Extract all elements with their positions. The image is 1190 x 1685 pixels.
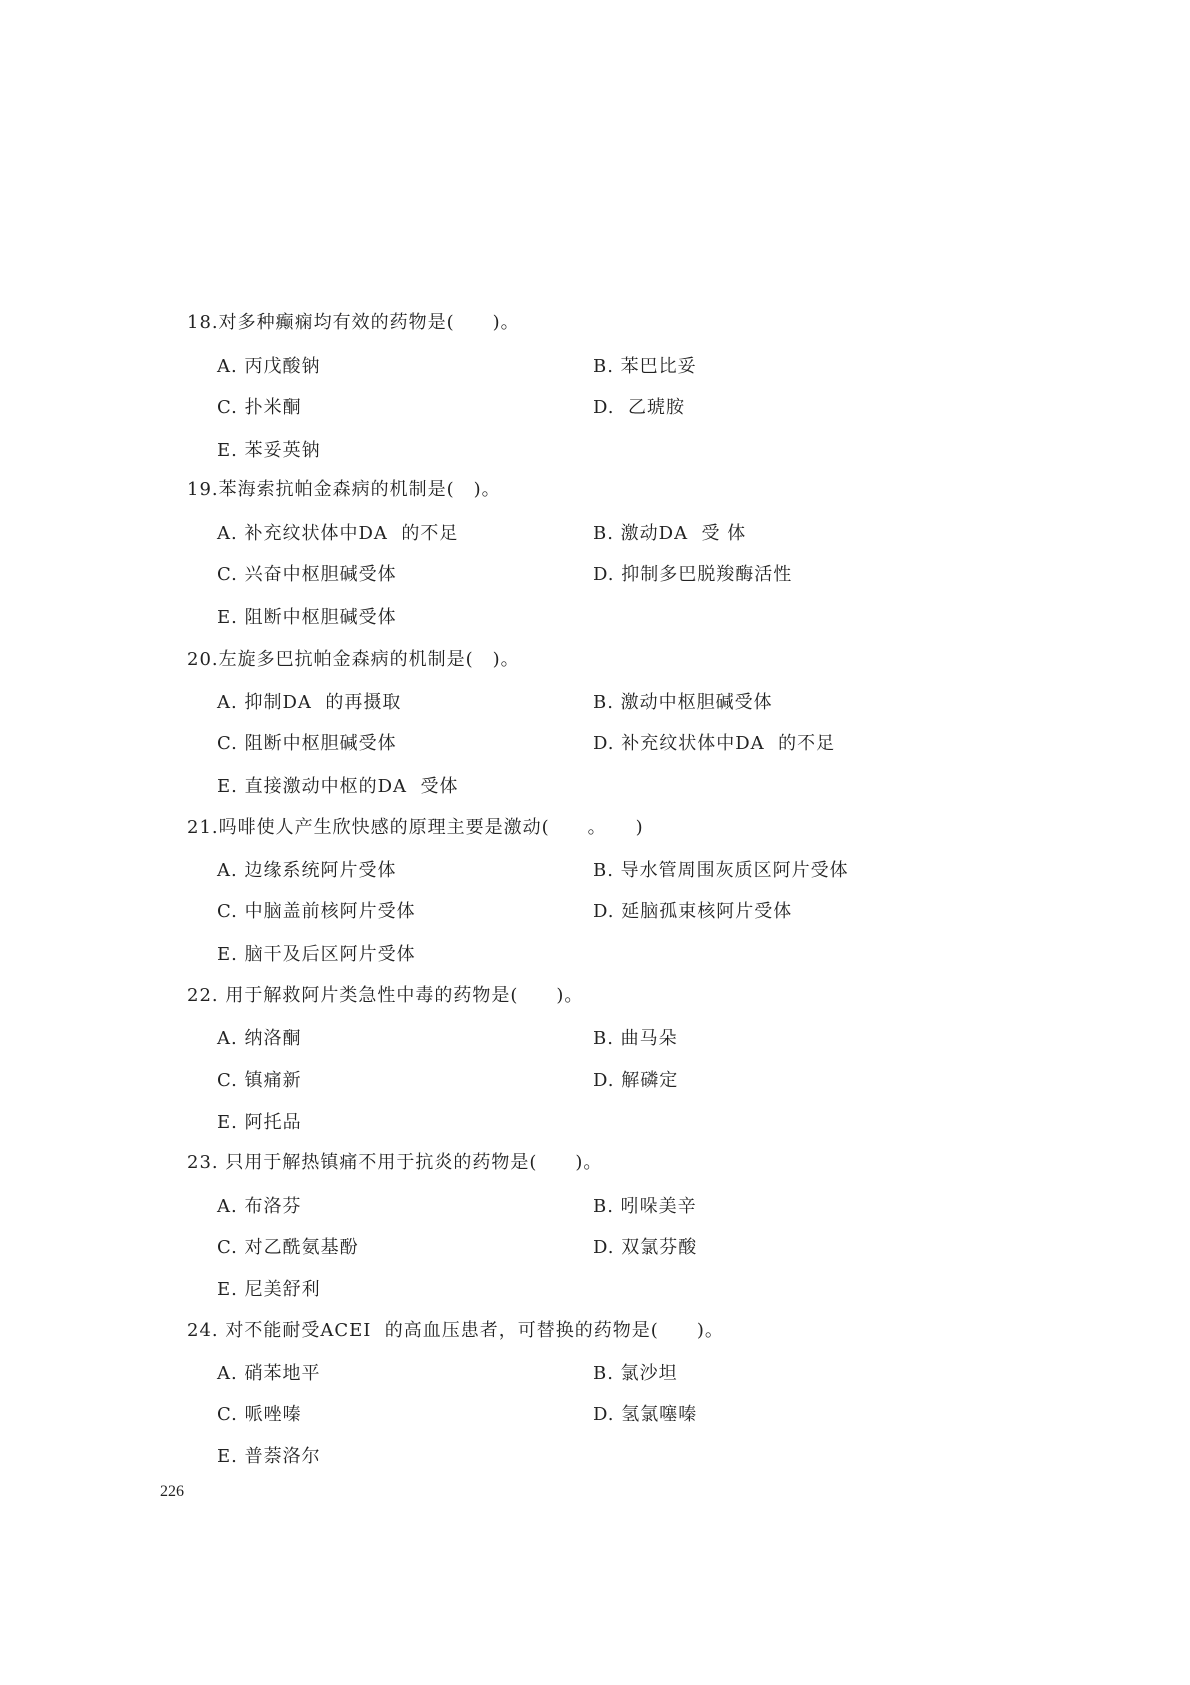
q19-option-d: D. 抑制多巴脱羧酶活性 bbox=[593, 564, 793, 585]
q23-option-b: B. 吲哚美辛 bbox=[593, 1196, 697, 1217]
q21-option-d: D. 延脑孤束核阿片受体 bbox=[593, 901, 793, 922]
question-19-stem: 19.苯海索抗帕金森病的机制是( )。 bbox=[187, 479, 501, 500]
question-18-stem: 18.对多种癫痫均有效的药物是( )。 bbox=[187, 312, 520, 333]
q21-option-a: A. 边缘系统阿片受体 bbox=[217, 860, 397, 881]
question-22-stem: 22. 用于解救阿片类急性中毒的药物是( )。 bbox=[187, 985, 584, 1006]
question-20-stem: 20.左旋多巴抗帕金森病的机制是( )。 bbox=[187, 649, 520, 670]
q19-option-b: B. 激动DA 受 体 bbox=[593, 523, 747, 544]
q21-option-b: B. 导水管周围灰质区阿片受体 bbox=[593, 860, 849, 881]
q22-option-b: B. 曲马朵 bbox=[593, 1028, 678, 1049]
q19-option-e: E. 阻断中枢胆碱受体 bbox=[217, 607, 397, 628]
q20-option-c: C. 阻断中枢胆碱受体 bbox=[217, 733, 397, 754]
q23-option-a: A. 布洛芬 bbox=[217, 1196, 302, 1217]
q18-option-a: A. 丙戊酸钠 bbox=[217, 356, 321, 377]
q18-option-b: B. 苯巴比妥 bbox=[593, 356, 697, 377]
q20-option-d: D. 补充纹状体中DA 的不足 bbox=[593, 733, 836, 754]
q18-option-c: C. 扑米酮 bbox=[217, 397, 302, 418]
q18-option-e: E. 苯妥英钠 bbox=[217, 440, 321, 461]
question-21-stem: 21.吗啡使人产生欣快感的原理主要是激动( 。 ) bbox=[187, 817, 644, 838]
q22-option-a: A. 纳洛酮 bbox=[217, 1028, 302, 1049]
q22-option-e: E. 阿托品 bbox=[217, 1112, 302, 1133]
q19-option-c: C. 兴奋中枢胆碱受体 bbox=[217, 564, 397, 585]
page-number: 226 bbox=[160, 1483, 184, 1500]
q22-option-c: C. 镇痛新 bbox=[217, 1070, 302, 1091]
q21-option-e: E. 脑干及后区阿片受体 bbox=[217, 944, 416, 965]
q19-option-a: A. 补充纹状体中DA 的不足 bbox=[217, 523, 459, 544]
q24-option-c: C. 哌唑嗪 bbox=[217, 1404, 302, 1425]
q23-option-e: E. 尼美舒利 bbox=[217, 1279, 321, 1300]
q23-option-c: C. 对乙酰氨基酚 bbox=[217, 1237, 359, 1258]
q24-option-e: E. 普萘洛尔 bbox=[217, 1446, 321, 1467]
question-24-stem: 24. 对不能耐受ACEI 的高血压患者，可替换的药物是( )。 bbox=[187, 1320, 724, 1341]
q20-option-b: B. 激动中枢胆碱受体 bbox=[593, 692, 773, 713]
q22-option-d: D. 解磷定 bbox=[593, 1070, 679, 1091]
question-23-stem: 23. 只用于解热镇痛不用于抗炎的药物是( )。 bbox=[187, 1152, 603, 1173]
q24-option-a: A. 硝苯地平 bbox=[217, 1363, 321, 1384]
q20-option-a: A. 抑制DA 的再摄取 bbox=[217, 692, 402, 713]
q24-option-d: D. 氢氯噻嗪 bbox=[593, 1404, 698, 1425]
q18-option-d: D. 乙琥胺 bbox=[593, 397, 685, 418]
q24-option-b: B. 氯沙坦 bbox=[593, 1363, 678, 1384]
q21-option-c: C. 中脑盖前核阿片受体 bbox=[217, 901, 416, 922]
q23-option-d: D. 双氯芬酸 bbox=[593, 1237, 698, 1258]
q20-option-e: E. 直接激动中枢的DA 受体 bbox=[217, 776, 459, 797]
